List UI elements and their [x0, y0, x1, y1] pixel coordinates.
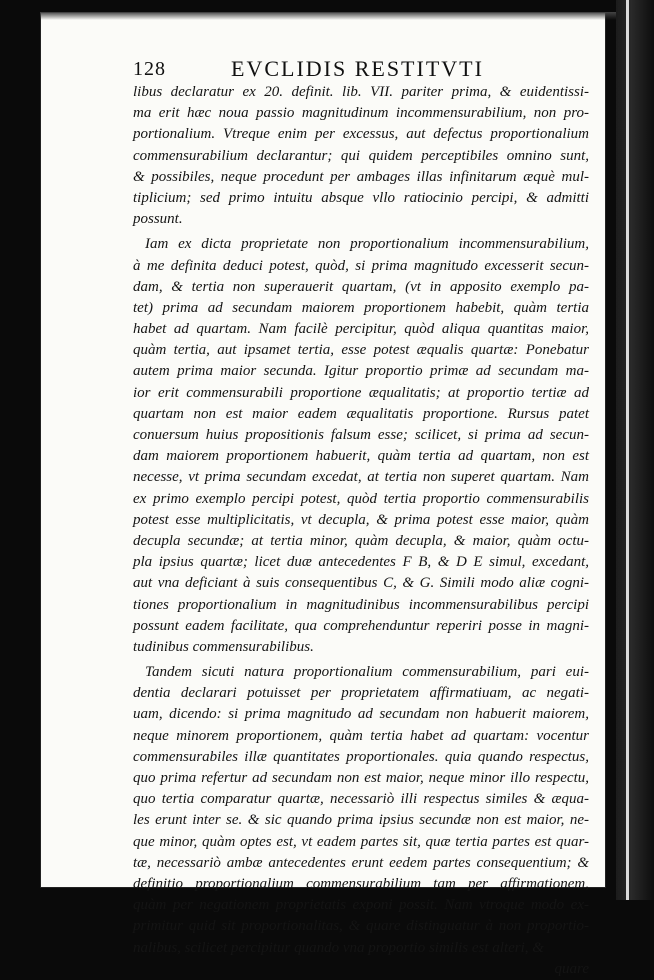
text-line: libus declaratur ex 20. definit. lib. VII. pariter prima, & euidentissi-: [133, 84, 589, 100]
text-line: habet ad quartam. Nam facilè percipitur, quòd aliqua quantitas maior,: [133, 321, 589, 338]
text-line: ex primo exemplo percipi potest, quòd tertia proportio commensurabilis: [133, 490, 589, 507]
text-line: pla ipsius quartæ; licet duæ antecedentes F B, & D E simul, excedant,: [133, 554, 589, 571]
text-line: possunt.: [133, 211, 183, 228]
page-number: 128: [133, 58, 166, 80]
paragraph: [133, 82, 589, 230]
text-line: tæ, necessariò ambæ antecedentes erunt eedem partes consequentium; &: [133, 854, 589, 871]
scan-shadow: [40, 12, 616, 20]
book-edge-line: [626, 0, 629, 900]
page-header: [133, 56, 573, 82]
text-line: dam, & tertia non superauerit quartam, (vt in apposito exemplo pa-: [133, 278, 589, 295]
text-line: quartam non est maior eadem æqualitatis proportione. Rursus patet: [133, 405, 589, 422]
catchword: quare: [554, 960, 589, 977]
text-line: quo tertia comparatur quartæ, necessariò illi respectus similes & æqua-: [133, 791, 589, 808]
text-line: autem prima maior secunda. Igitur proportio primæ ad secundam ma-: [133, 363, 589, 380]
text-line: potest esse multiplicitatis, vt decupla, & prima potest esse maior, quàm: [133, 511, 589, 528]
book-spine: [616, 0, 654, 900]
text-line: Iam ex dicta proprietate non proportionalium incommensurabilium,: [145, 236, 589, 253]
text-line: tiplicium; sed primo intuitu absque vllo ratiocinio percipi, & admitti: [133, 189, 589, 206]
text-line: les erunt inter se. & sic quando prima ipsius secundæ non est maior, ne-: [133, 812, 589, 829]
text-line: dam maiorem proportionem habuerit, quàm tertia ad quartam, non est: [133, 448, 589, 465]
text-line: ior erit commensurabili proportione æqualitatis; at proportio tertiæ ad: [133, 384, 589, 401]
text-line: uam, dicendo: si prima magnitudo ad secundam non habuerit maiorem,: [133, 706, 589, 723]
text-line: que minor, quàm optes est, vt eadem partes sit, quæ tertia partes est quar-: [133, 833, 589, 850]
text-line: commensurabiles illæ quantitates proportionales. quia quando respectus,: [133, 748, 589, 765]
text-line: Tandem sicuti natura proportionalium commensurabilium, pari eui-: [145, 664, 589, 681]
paragraph: [133, 234, 589, 658]
text-line: & possibiles, neque procedunt per ambages illas infinitarum æquè mul-: [133, 168, 589, 185]
text-line: dentia declarari potuisset per proprietatem affirmatiuam, ac negati-: [133, 685, 589, 702]
text-line: quàm tertia, aut ipsamet tertia, esse potest æqualis quartæ: Ponebatur: [133, 342, 589, 359]
text-line: portionalium. Vtreque enim per excessus, aut defectus proportionalium: [133, 126, 589, 143]
body-text: [133, 82, 589, 980]
text-line: primitur quid sit proportionalitas, & quare distinguatur à non proportio-: [133, 918, 589, 935]
text-line: quàm per negationem proprietatis exponi possit. Nam vtroque modo ex-: [133, 897, 589, 914]
text-line: tet) prima ad secundam maiorem proportionem habebit, quàm tertia: [133, 299, 589, 316]
text-line: tudinibus commensurabilibus.: [133, 638, 314, 655]
paragraph: [133, 662, 589, 959]
text-line: aut vna deficiant à suis consequentibus C, & G. Simili modo aliæ cogni-: [133, 575, 589, 592]
running-title: EVCLIDIS RESTITVTI: [231, 56, 484, 81]
text-line: quo prima refertur ad secundam non est maior, neque minor illo respectu,: [133, 770, 589, 786]
text-line: decupla secundæ; at tertia minor, quàm decupla, & maior, quàm octu-: [133, 532, 589, 549]
text-line: conuersum huius propositionis falsum esse; scilicet, si prima ad secun-: [133, 427, 589, 443]
text-line: possunt eadem facilitate, qua comprehenduntur reperiri posse in magni-: [133, 617, 589, 634]
text-line: nalibus, scilicet percipitur quando vna proportio similis est alteri, &: [133, 939, 544, 956]
text-line: commensurabilium declarantur; qui quidem perceptibiles omnino sunt,: [133, 147, 589, 164]
text-line: à me definita deduci potest, quòd, si prima magnitudo excesserit secun-: [133, 257, 589, 274]
text-line: tiones proportionalium in magnitudinibus incommensurabilibus percipi: [133, 596, 589, 613]
text-line: neque minorem proportionem, quàm tertia habet ad quartam: vocentur: [133, 727, 589, 744]
text-line: definitio proportionalium commensurabilium tam per affirmationem,: [133, 875, 589, 892]
text-line: necesse, vt prima secundam excedat, at tertia non superet quartam. Nam: [133, 469, 589, 486]
text-line: ma erit hæc noua passio magnitudinum incommensurabilium, non pro-: [133, 105, 589, 122]
